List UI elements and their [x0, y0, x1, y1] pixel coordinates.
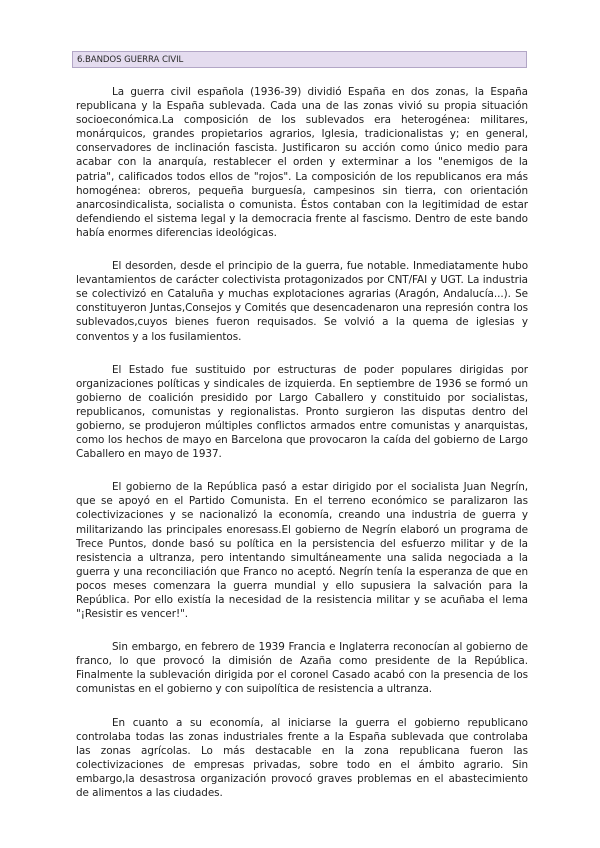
paragraph-economia: En cuanto a su economía, al iniciarse la guerra el gobierno republicano controlaba todas las zonas industriales frente a la España sublevada que controlaba las zonas agrícolas. Lo más destacable en la zona republicana fueron las colectivizaciones de empresas privadas, sobre todo en el ámbito agrario. Sin embargo,la desastrosa organización provocó graves problemas en el abastecimiento de alimentos a las ciudades. [76, 716, 528, 800]
paragraph-desorden: El desorden, desde el principio de la guerra, fue notable. Inmediatamente hubo levantamientos de carácter colectivista protagonizados por CNT/FAI y UGT. La industria se colectivizó en Cataluña y muchas explotaciones agrarias (Aragón, Andalucía...). Se constituyeron Juntas,Consejos y Comités que desencadenaron una represión contra los sublevados,cuyos bienes fueron requisados. Se volvió a la quema de iglesias y conventos y a los fusilamientos. [76, 260, 528, 343]
section-title: 6.BANDOS GUERRA CIVIL [77, 55, 184, 65]
paragraph-negrin: El gobierno de la República pasó a estar dirigido por el socialista Juan Negrín, que se apoyó en el Partido Comunista. En el terreno económico se paralizaron las colectivizaciones y se nacionalizó la economía, creando una industria de guerra y militarizando las principales enoresass.El gobierno de Negrín elaboró un programa de Trece Puntos, donde basó su política en la persistencia del esfuerzo militar y de la resistencia a ultranza, pero intentando simultáneamente una salida negociada a la guerra y una reconciliación que Franco no aceptó. Negrín tenía la esperanza de que en pocos meses comenzara la guerra mundial y ello supusiera la salvación para la República. Por ello existía la necesidad de la resistencia militar y se acuñaba el lema "¡Resistir es vencer!". [76, 481, 528, 621]
document-body [76, 85, 528, 819]
paragraph-bandos: La guerra civil española (1936-39) dividió España en dos zonas, la España republicana y la España sublevada. Cada una de las zonas vivió su propia situación socioeconómica.La composición de los sublevados era heterogénea: militares, monárquicos, grandes propietarios agrarios, Iglesia, tradicionalistas y; en general, conservadores de inclinación fascista. Justificaron su acción como único medio para acabar con la anarquía, restablecer el orden y exterminar a los "enemigos de la patria", calificados todos ellos de "rojos". La composición de los republicanos era más homogénea: obreros, pequeña burguesía, campesinos sin tierra, con orientación anarcosindicalista, socialista o comunista. Éstos contaban con la legitimidad de estar defendiendo el sistema legal y la democracia frente al fascismo. Dentro de este bando había enormes diferencias ideológicas. [76, 86, 528, 239]
section-header [72, 51, 527, 68]
paragraph-final: Sin embargo, en febrero de 1939 Francia e Inglaterra reconocían al gobierno de franco, lo que provocó la dimisión de Azaña como presidente de la República. Finalmente la sublevación dirigida por el coronel Casado acabó con la presencia de los comunistas en el gobierno y con suipolítica de resistencia a ultranza. [76, 641, 528, 696]
paragraph-estado: El Estado fue sustituido por estructuras de poder populares dirigidas por organizaciones políticas y sindicales de izquierda. En septiembre de 1936 se formó un gobierno de coalición presidido por Largo Caballero y constituido por socialistas, republicanos, comunistas y regionalistas. Pronto surgieron las disputas dentro del gobierno, se produjeron múltiples conflictos armados entre comunistas y anarquistas, como los hechos de mayo en Barcelona que provocaron la caída del gobierno de Largo Caballero en mayo de 1937. [76, 363, 528, 461]
